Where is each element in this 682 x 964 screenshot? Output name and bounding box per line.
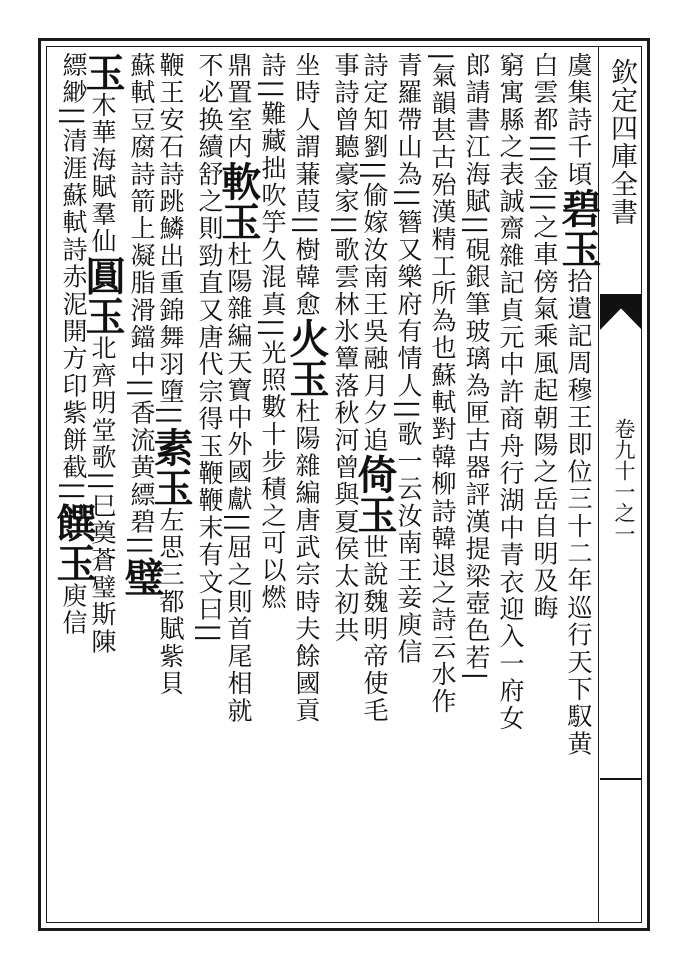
- column-text: 事詩曾聽豪家||歌雲林氷簟落秋河: [331, 52, 360, 455]
- text-column: [50, 52, 97, 918]
- entry-heading: 碧玉: [555, 188, 602, 268]
- entry-heading: 火玉: [283, 318, 330, 399]
- book-title: 欽定四庫全書: [606, 58, 637, 226]
- column-text: 蘇軾豆腐詩箭上凝脂滑鐺中||香: [127, 52, 156, 427]
- column-text: |氣韻甚古殆漢精工所為也蘇軾對韓柳詩韓退之詩云水作: [428, 52, 457, 716]
- column-text: 世說魏明帝使毛: [360, 534, 389, 725]
- column-text: 坐時人謂蒹葭||樹韓愈: [292, 52, 321, 319]
- column-text: 北齊明堂歌||巳奠蒼璧斯陳: [88, 335, 117, 656]
- text-column: [189, 52, 229, 918]
- entry-heading: 饌玉: [50, 502, 97, 583]
- volume-number: 卷九十一之一: [612, 418, 636, 544]
- column-text: 青羅帶山為||簪又樂府有情人||歌一云汝南王妾庾信: [394, 52, 423, 666]
- column-text: 蘇軾詩赤泥開方印紫餅截||: [59, 182, 88, 503]
- text-column: [283, 52, 330, 918]
- column-text: 鼎置室内: [224, 52, 253, 161]
- column-text: 杜陽雜編天寶中外國獻||屈之則首尾相就: [224, 240, 253, 725]
- entry-heading: 玉: [79, 52, 126, 92]
- column-text: 庾信: [59, 582, 88, 637]
- entry-heading: 素玉: [147, 426, 194, 507]
- column-text: 舒之則勁直又唐代宗得玉鞭鞭末有文曰||: [195, 160, 224, 645]
- entry-heading: 圓玉: [79, 255, 126, 336]
- entry-heading: 倚玉: [351, 454, 398, 535]
- column-text: 詩||難藏拙吹竽久混真: [258, 52, 287, 319]
- column-text: 左思三都賦紫貝: [156, 506, 185, 698]
- column-text: 郎請書江海賦||硯銀筆玻璃為匣古器評漢提梁壺色若|: [462, 52, 491, 683]
- fish-tail-line: [600, 778, 642, 780]
- column-text: 縹緲||清涯: [59, 52, 88, 183]
- column-text: |之車傍氣乘風起朝陽之岳自明及晦: [530, 203, 559, 622]
- column-text: ||光照數十步積之可以燃: [258, 318, 287, 612]
- column-text: 白雲都|||金|: [530, 52, 559, 204]
- entry-heading: 軟玉: [215, 160, 262, 241]
- text-column: [495, 52, 525, 918]
- column-text: 杜陽雜編唐武宗時夫餘國貢: [292, 398, 321, 725]
- text-column: [325, 52, 365, 918]
- column-text: 詩定知劉||偷嫁汝南王吳融月夕追: [360, 52, 389, 455]
- column-text: 拾遺記周穆王即位三十二年巡行天下馭黄: [564, 268, 593, 758]
- text-column: [529, 52, 559, 918]
- text-column: [118, 52, 165, 918]
- column-text: 窮寓縣之表誠齋雜記貞元中許商舟行湖中青衣迎入一府女: [496, 52, 525, 732]
- column-text: 虞集詩千頃: [564, 52, 593, 188]
- column-text: 曾與夏侯太初共: [331, 454, 360, 645]
- text-column: [555, 52, 602, 918]
- column-text: 不必换續: [195, 52, 224, 161]
- column-text: 鞭王安石詩跳鱗出重錦舞羽墮||: [156, 52, 185, 427]
- column-text: 木華海賦羣仙: [88, 92, 117, 256]
- column-text: 流黄縹碧||: [127, 426, 156, 557]
- entry-heading: 璧: [118, 556, 165, 597]
- text-column: [461, 52, 491, 918]
- text-column: [427, 52, 457, 918]
